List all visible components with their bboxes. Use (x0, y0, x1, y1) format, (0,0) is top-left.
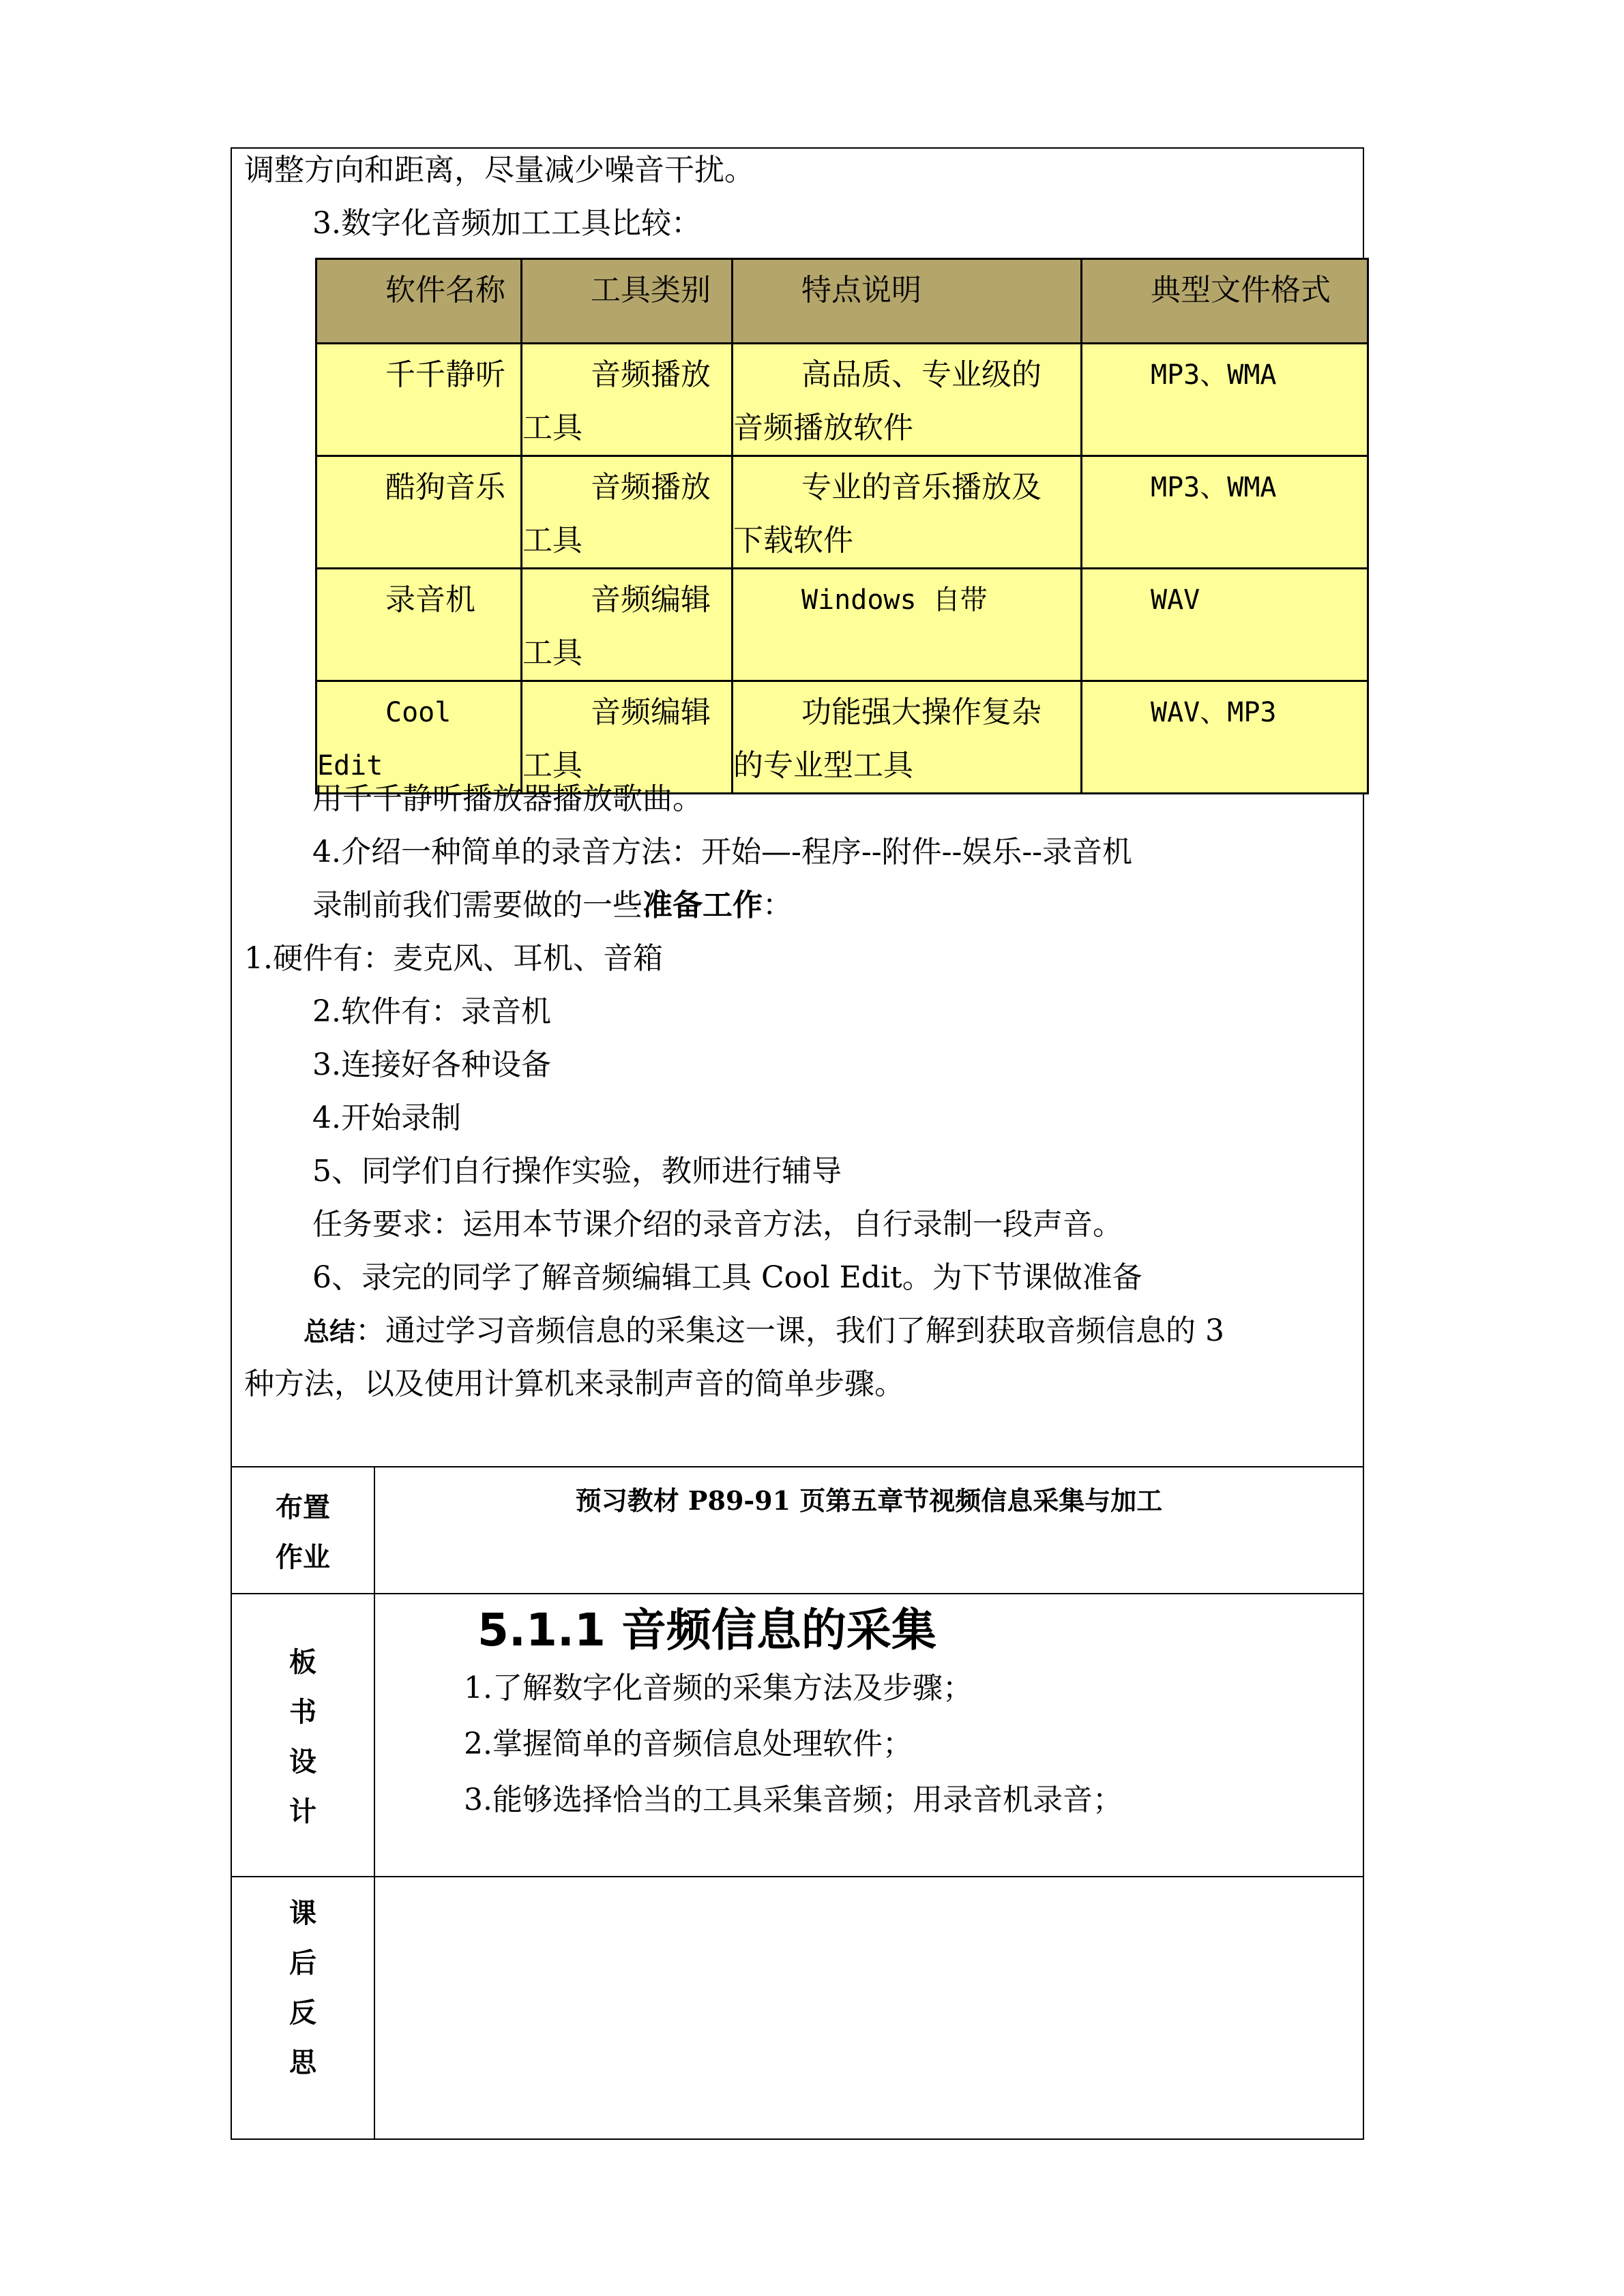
text-line: 录制前我们需要做的一些准备工作： (312, 888, 793, 923)
homework-label: 布置 作业 (276, 1492, 330, 1573)
cell-desc: 专业的音乐播放及 下载软件 (733, 456, 1082, 569)
audio-tools-table (315, 258, 1369, 794)
table-row (316, 456, 1368, 569)
homework-text: 预习教材 P89-91 页第五章节视频信息采集与加工 (575, 1485, 1163, 1516)
text-line: 2.软件有：录音机 (312, 994, 551, 1029)
table-row (316, 344, 1368, 456)
column-divider (374, 1466, 375, 2140)
cell-type: 音频播放 工具 (522, 456, 733, 569)
header-tool-type: 工具类别 (522, 259, 733, 344)
cell-desc: 功能强大操作复杂 的专业型工具 (733, 681, 1082, 794)
text-line: 种方法，以及使用计算机来录制声音的简单步骤。 (244, 1367, 904, 1401)
cell-name: 酷狗音乐 (316, 456, 522, 569)
board-item: 3.能够选择恰当的工具采集音频；用录音机录音； (464, 1783, 1123, 1817)
board-design-label: 板 书 设 计 (289, 1647, 316, 1828)
board-title: 5.1.1 音频信息的采集 (477, 1604, 936, 1656)
text-line: 3.连接好各种设备 (312, 1047, 551, 1082)
summary-line: 总结：通过学习音频信息的采集这一课，我们了解到获取音频信息的 3 (304, 1313, 1224, 1348)
row-divider (231, 1876, 1364, 1877)
board-item: 2.掌握简单的音频信息处理软件； (464, 1727, 913, 1761)
cell-format: MP3、WMA (1082, 456, 1368, 569)
row-divider (231, 1466, 1364, 1467)
cell-type: 音频编辑 工具 (522, 681, 733, 794)
header-file-format: 典型文件格式 (1082, 259, 1368, 344)
cell-name: 千千静听 (316, 344, 522, 456)
row-divider (231, 1593, 1364, 1594)
reflection-label: 课 后 反 思 (289, 1898, 316, 2078)
cell-desc: 高品质、专业级的 音频播放软件 (733, 344, 1082, 456)
header-software-name: 软件名称 (316, 259, 522, 344)
text-line: 4.开始录制 (312, 1101, 461, 1135)
cell-format: MP3、WMA (1082, 344, 1368, 456)
text-line: 任务要求：运用本节课介绍的录音方法，自行录制一段声音。 (312, 1207, 1123, 1242)
table-header-row (316, 259, 1368, 344)
board-item: 1.了解数字化音频的采集方法及步骤； (464, 1671, 973, 1705)
intro-line-2: 3.数字化音频加工工具比较： (312, 206, 701, 241)
table-row (316, 569, 1368, 681)
cell-type: 音频编辑 工具 (522, 569, 733, 681)
cell-desc: Windows 自带 (733, 569, 1082, 681)
text-line: 6、录完的同学了解音频编辑工具 Cool Edit。为下节课做准备 (312, 1260, 1142, 1295)
cell-name: 录音机 (316, 569, 522, 681)
text-line: 用千千静听播放器播放歌曲。 (312, 781, 703, 816)
text-line: 5、同学们自行操作实验，教师进行辅导 (312, 1154, 842, 1189)
cell-type: 音频播放 工具 (522, 344, 733, 456)
cell-format: WAV、MP3 (1082, 681, 1368, 794)
text-line: 4.介绍一种简单的录音方法：开始—-程序--附件--娱乐--录音机 (312, 835, 1133, 869)
cell-name: Cool Edit (316, 681, 522, 794)
cell-format: WAV (1082, 569, 1368, 681)
intro-line-1: 调整方向和距离，尽量减少噪音干扰。 (244, 153, 754, 188)
text-line: 1.硬件有：麦克风、耳机、音箱 (244, 941, 663, 976)
table-row (316, 681, 1368, 794)
header-feature: 特点说明 (733, 259, 1082, 344)
